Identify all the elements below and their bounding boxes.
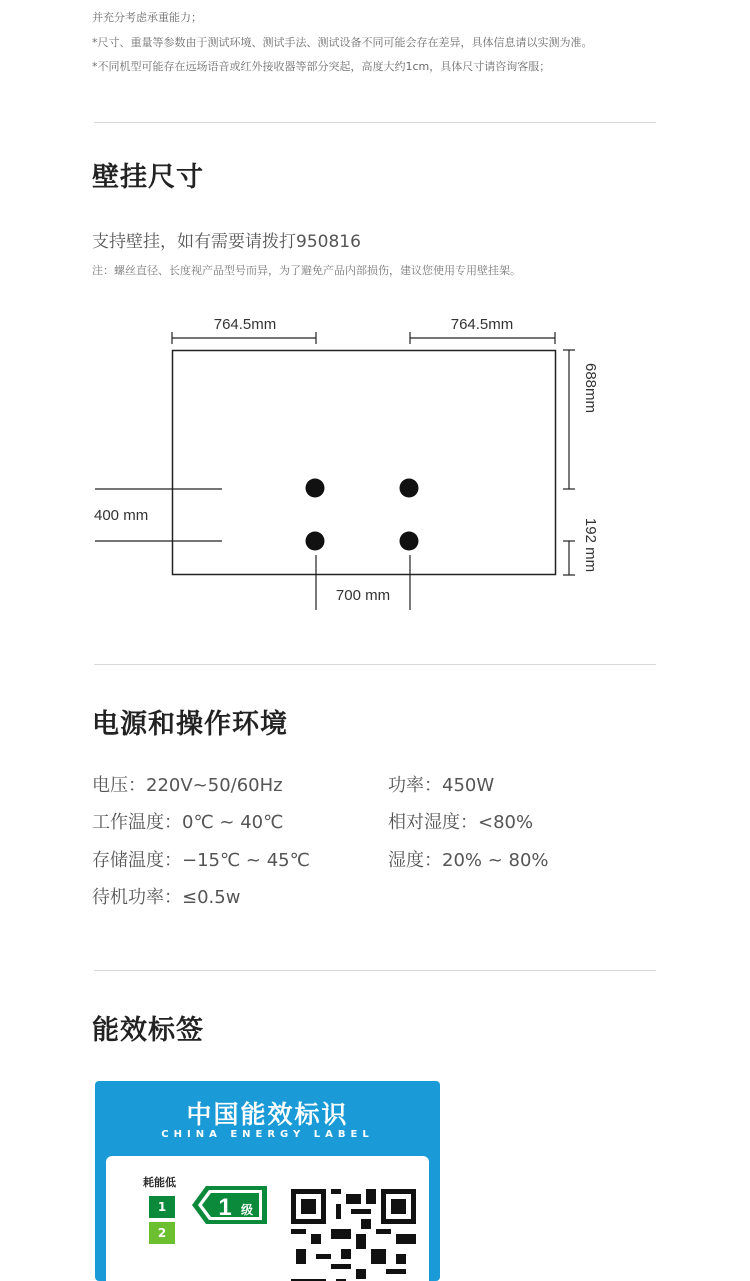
note-line-1: 并充分考虑承重能力； xyxy=(92,11,202,24)
spec-relative-humidity: 相对湿度：<80% xyxy=(388,812,534,833)
energy-label-title-en: CHINA ENERGY LABEL xyxy=(161,1129,374,1140)
wall-mount-note: 注：螺丝直径、长度视产品型号而异，为了避免产品内部损伤，建议您使用专用壁挂架。 xyxy=(92,264,521,277)
tv-outline xyxy=(173,351,556,575)
top-left-dim-label: 764.5mm xyxy=(213,316,277,333)
qr-code-icon xyxy=(291,1189,416,1281)
mount-hole xyxy=(400,479,419,498)
energy-label-inner xyxy=(106,1156,429,1281)
section-divider xyxy=(94,970,656,971)
right-bottom-dim-label: 192 mm xyxy=(582,517,599,573)
grade-unit: 级 xyxy=(240,1203,254,1217)
note-line-2: *尺寸、重量等参数由于测试环境、测试手法、测试设备不同可能会存在差异，具体信息请以实测为准。 xyxy=(92,36,593,49)
spec-standby-power: 待机功率：≤0.5w xyxy=(92,887,241,908)
wall-mount-subtitle: 支持壁挂，如有需要请拨打950816 xyxy=(92,232,361,252)
bottom-dim-label: 700 mm xyxy=(335,587,391,604)
mount-hole xyxy=(306,479,325,498)
spec-operating-temp: 工作温度：0℃ ~ 40℃ xyxy=(92,812,284,833)
energy-heading: 能效标签 xyxy=(92,1015,204,1046)
section-divider xyxy=(94,664,656,665)
spec-power: 功率：450W xyxy=(388,775,495,796)
grade-number: 1 xyxy=(218,1194,232,1221)
spec-humidity: 湿度：20% ~ 80% xyxy=(388,850,549,871)
mount-hole xyxy=(400,532,419,551)
energy-label-title-cn: 中国能效标识 xyxy=(186,1100,349,1129)
spec-voltage: 电压：220V~50/60Hz xyxy=(92,775,283,796)
note-line-3: *不同机型可能存在远场语音或红外接收器等部分突起，高度大约1cm，具体尺寸请咨询客服； xyxy=(92,60,551,73)
grade-bar-1: 1 xyxy=(149,1196,175,1218)
low-consumption-label: 耗能低 xyxy=(143,1176,176,1189)
left-dim-label: 400 mm xyxy=(94,507,149,524)
grade-bar-2: 2 xyxy=(149,1222,175,1244)
top-right-dim-label: 764.5mm xyxy=(450,316,514,333)
mount-hole xyxy=(306,532,325,551)
wall-mount-heading: 壁挂尺寸 xyxy=(92,162,204,193)
energy-label-card xyxy=(95,1081,440,1281)
power-heading: 电源和操作环境 xyxy=(92,709,288,740)
spec-storage-temp: 存储温度：−15℃ ~ 45℃ xyxy=(92,850,310,871)
right-top-dim-label: 688mm xyxy=(582,362,599,414)
grade-arrow-icon xyxy=(192,1184,267,1226)
